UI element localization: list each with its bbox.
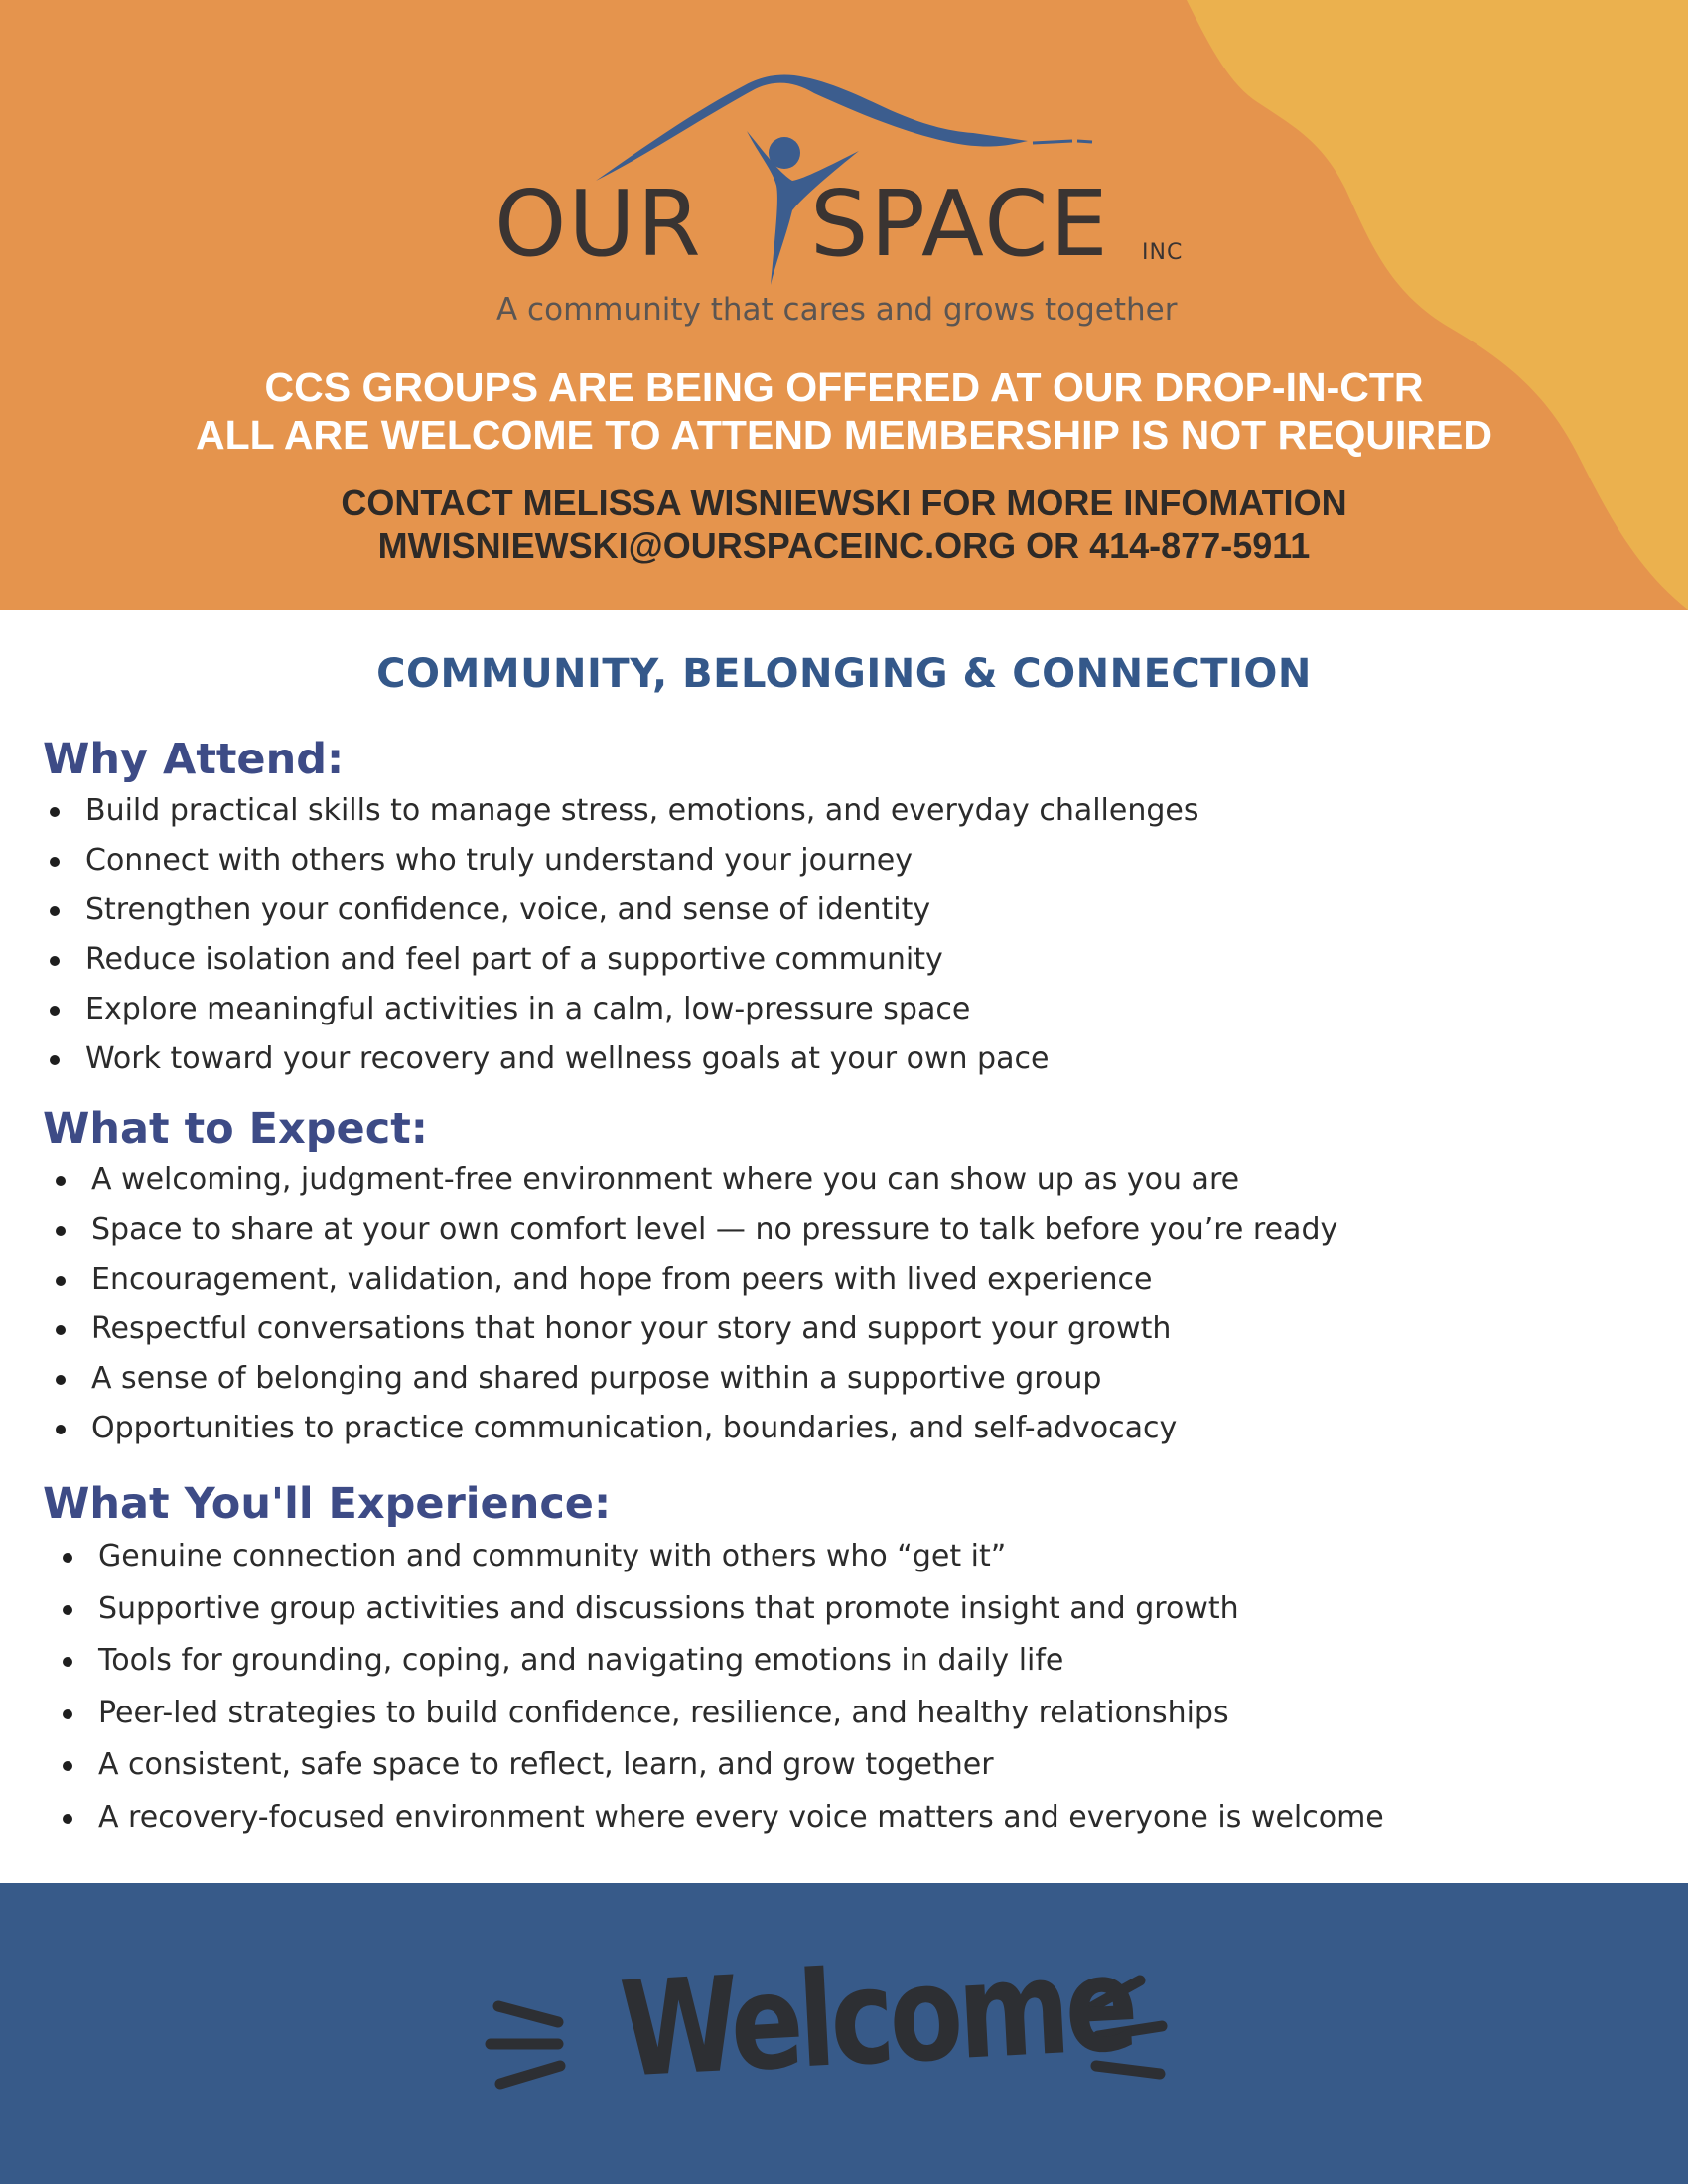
list-item-text: Supportive group activities and discussions that promote insight and growth bbox=[98, 1590, 1239, 1626]
bullet-icon bbox=[63, 1709, 72, 1719]
list-item bbox=[43, 1739, 1631, 1792]
list-item-text: Space to share at your own comfort level — no pressure to talk before you’re ready bbox=[91, 1212, 1338, 1247]
footer-banner bbox=[0, 1883, 1688, 2184]
section-heading: What You'll Experience: bbox=[43, 1479, 612, 1529]
bullet-icon bbox=[56, 1226, 66, 1236]
header-banner bbox=[0, 0, 1688, 610]
bullet-icon bbox=[56, 1325, 66, 1335]
announcement-line-2: ALL ARE WELCOME TO ATTEND MEMBERSHIP IS NOT REQUIRED bbox=[196, 412, 1492, 458]
list-item-text: A sense of belonging and shared purpose within a supportive group bbox=[91, 1361, 1102, 1396]
bullet-icon bbox=[56, 1375, 66, 1385]
welcome-graphic bbox=[477, 1915, 1172, 2153]
bullet-list bbox=[43, 1531, 1631, 1843]
contact-line-1: CONTACT MELISSA WISNIEWSKI FOR MORE INFOMATION bbox=[341, 482, 1347, 523]
list-item bbox=[43, 886, 1631, 935]
list-item-text: Build practical skills to manage stress, emotions, and everyday challenges bbox=[85, 793, 1199, 828]
list-item bbox=[43, 1354, 1631, 1404]
section-why-attend bbox=[43, 733, 1631, 1084]
list-item bbox=[43, 1404, 1631, 1453]
list-item-text: Opportunities to practice communication, boundaries, and self-advocacy bbox=[91, 1411, 1178, 1445]
list-item bbox=[43, 1255, 1631, 1304]
bullet-list bbox=[43, 786, 1631, 1084]
section-what-youll-experience bbox=[43, 1477, 1631, 1843]
list-item bbox=[43, 1531, 1631, 1583]
list-item-text: A welcoming, judgment-free environment where you can show up as you are bbox=[91, 1162, 1240, 1197]
announcement-line-1: CCS GROUPS ARE BEING OFFERED AT OUR DROP-IN-CTR bbox=[264, 364, 1424, 410]
list-item-text: A recovery-focused environment where every voice matters and everyone is welcome bbox=[98, 1799, 1384, 1835]
list-item bbox=[43, 1583, 1631, 1636]
bullet-icon bbox=[63, 1761, 72, 1771]
list-item-text: Reduce isolation and feel part of a supportive community bbox=[85, 942, 943, 977]
bullet-icon bbox=[50, 956, 60, 966]
list-item-text: Work toward your recovery and wellness goals at your own pace bbox=[85, 1041, 1050, 1076]
bullet-icon bbox=[56, 1425, 66, 1434]
list-item-text: Tools for grounding, coping, and navigating emotions in daily life bbox=[98, 1643, 1064, 1678]
bullet-list bbox=[43, 1156, 1631, 1453]
list-item bbox=[43, 1034, 1631, 1084]
section-what-to-expect bbox=[43, 1102, 1631, 1453]
bullet-icon bbox=[63, 1605, 72, 1615]
bullet-icon bbox=[63, 1814, 72, 1824]
bullet-icon bbox=[50, 1006, 60, 1016]
list-item bbox=[43, 1304, 1631, 1354]
list-item-text: Genuine connection and community with others who “get it” bbox=[98, 1539, 1007, 1573]
section-heading: Why Attend: bbox=[43, 735, 345, 784]
list-item-text: Connect with others who truly understand your journey bbox=[85, 843, 913, 878]
list-item-text: Strengthen your confidence, voice, and sense of identity bbox=[85, 892, 931, 927]
list-item-text: Respectful conversations that honor your story and support your growth bbox=[91, 1311, 1172, 1346]
welcome-text: Welcome bbox=[617, 1927, 1137, 2108]
bullet-icon bbox=[56, 1176, 66, 1186]
list-item-text: Peer-led strategies to build confidence, resilience, and healthy relationships bbox=[98, 1695, 1229, 1730]
logo-inc: INC bbox=[1142, 240, 1184, 265]
section-heading: What to Expect: bbox=[43, 1104, 428, 1154]
list-item bbox=[43, 786, 1631, 836]
bullet-icon bbox=[63, 1553, 72, 1563]
bullet-icon bbox=[50, 857, 60, 867]
list-item bbox=[43, 1688, 1631, 1740]
bullet-icon bbox=[50, 1055, 60, 1065]
bullet-icon bbox=[50, 807, 60, 817]
bullet-icon bbox=[50, 906, 60, 916]
logo-word-space: SPACE bbox=[810, 171, 1110, 277]
main-title: COMMUNITY, BELONGING & CONNECTION bbox=[376, 651, 1312, 697]
list-item bbox=[43, 1792, 1631, 1844]
list-item bbox=[43, 1205, 1631, 1255]
list-item bbox=[43, 1156, 1631, 1205]
our-space-logo bbox=[477, 71, 1231, 340]
list-item bbox=[43, 985, 1631, 1034]
list-item-text: Encouragement, validation, and hope from peers with lived experience bbox=[91, 1262, 1153, 1297]
list-item bbox=[43, 1635, 1631, 1688]
list-item-text: A consistent, safe space to reflect, learn, and grow together bbox=[98, 1747, 994, 1782]
list-item bbox=[43, 935, 1631, 985]
bullet-icon bbox=[63, 1657, 72, 1667]
logo-word-our: OUR bbox=[494, 171, 703, 277]
logo-tagline: A community that cares and grows together bbox=[496, 292, 1178, 328]
list-item bbox=[43, 836, 1631, 886]
contact-line-2: MWISNIEWSKI@OURSPACEINC.ORG OR 414-877-5911 bbox=[377, 525, 1311, 566]
bullet-icon bbox=[56, 1276, 66, 1286]
list-item-text: Explore meaningful activities in a calm, low-pressure space bbox=[85, 992, 971, 1026]
